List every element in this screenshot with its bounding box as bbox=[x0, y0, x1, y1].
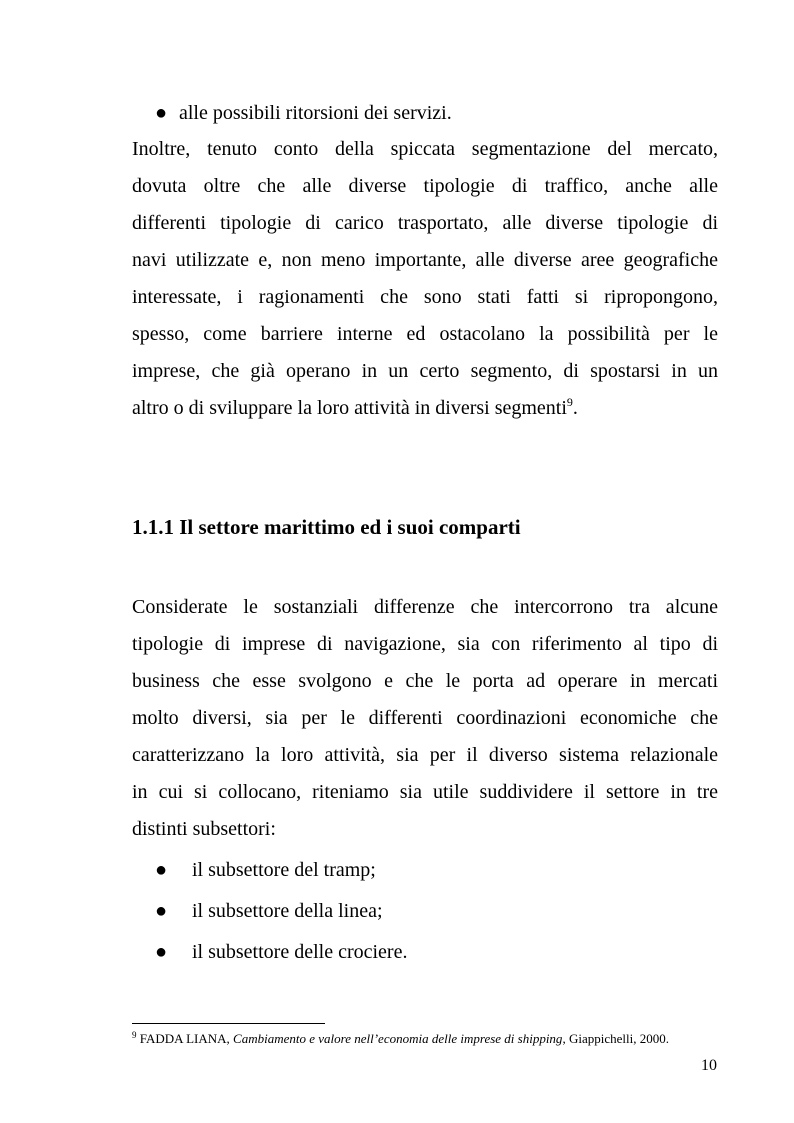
subsector-list bbox=[155, 852, 407, 975]
footnote bbox=[132, 1030, 669, 1048]
paragraph-line: in cui si collocano, riteniamo sia utile suddividere il settore in tre bbox=[132, 781, 718, 803]
paragraph-line: dovuta oltre che alle diverse tipologie di traffico, anche alle bbox=[132, 175, 718, 197]
bullet-icon: ● bbox=[155, 941, 168, 963]
bullet-icon: ● bbox=[155, 102, 168, 124]
footnote-reference[interactable]: 9 bbox=[566, 395, 573, 409]
list-item bbox=[155, 893, 407, 934]
list-item bbox=[155, 852, 407, 893]
footnote-divider bbox=[132, 1023, 325, 1024]
paragraph-line: molto diversi, sia per le differenti coordinazioni economiche che bbox=[132, 707, 718, 729]
list-item bbox=[155, 934, 407, 975]
paragraph-line: spesso, come barriere interne ed ostacolano la possibilità per le bbox=[132, 323, 718, 345]
bullet-icon: ● bbox=[155, 900, 168, 922]
footnote-author: FADDA LIANA, bbox=[139, 1031, 234, 1046]
paragraph-line-text: altro o di sviluppare la loro attività in diversi segmenti bbox=[132, 397, 567, 419]
paragraph-line: Considerate le sostanziali differenze che intercorrono tra alcune bbox=[132, 596, 718, 618]
footnote-publisher: , Giappichelli, 2000. bbox=[562, 1031, 669, 1046]
paragraph-segmentation bbox=[132, 131, 718, 427]
page-number: 10 bbox=[701, 1057, 717, 1074]
paragraph-line: navi utilizzate e, non meno importante, alle diverse aree geografiche bbox=[132, 249, 718, 271]
paragraph-line-last: distinti subsettori: bbox=[132, 818, 276, 840]
paragraph-subsectors bbox=[132, 589, 718, 848]
paragraph-line: imprese, che già operano in un certo segmento, di spostarsi in un bbox=[132, 360, 718, 382]
sentence-end: . bbox=[572, 397, 578, 419]
footnote-title: Cambiamento e valore nell’economia delle imprese di shipping bbox=[233, 1031, 563, 1046]
bullet-icon: ● bbox=[155, 859, 168, 881]
bullet-text: alle possibili ritorsioni dei servizi. bbox=[179, 102, 452, 124]
section-heading: 1.1.1 Il settore marittimo ed i suoi comparti bbox=[132, 515, 521, 539]
footnote-number: 9 bbox=[132, 1030, 137, 1040]
paragraph-line: interessate, i ragionamenti che sono stati fatti si ripropongono, bbox=[132, 286, 718, 308]
paragraph-line: tipologie di imprese di navigazione, sia con riferimento al tipo di bbox=[132, 633, 718, 655]
paragraph-line: differenti tipologie di carico trasportato, alle diverse tipologie di bbox=[132, 212, 718, 234]
list-item-text: il subsettore delle crociere. bbox=[192, 941, 408, 963]
bullet-item bbox=[155, 99, 452, 127]
list-item-text: il subsettore del tramp; bbox=[192, 859, 376, 881]
list-item-text: il subsettore della linea; bbox=[192, 900, 383, 922]
paragraph-line: caratterizzano la loro attività, sia per il diverso sistema relazionale bbox=[132, 744, 718, 766]
paragraph-line: Inoltre, tenuto conto della spiccata segmentazione del mercato, bbox=[132, 138, 718, 160]
paragraph-line: business che esse svolgono e che le porta ad operare in mercati bbox=[132, 670, 718, 692]
paragraph-line-last bbox=[132, 390, 718, 427]
